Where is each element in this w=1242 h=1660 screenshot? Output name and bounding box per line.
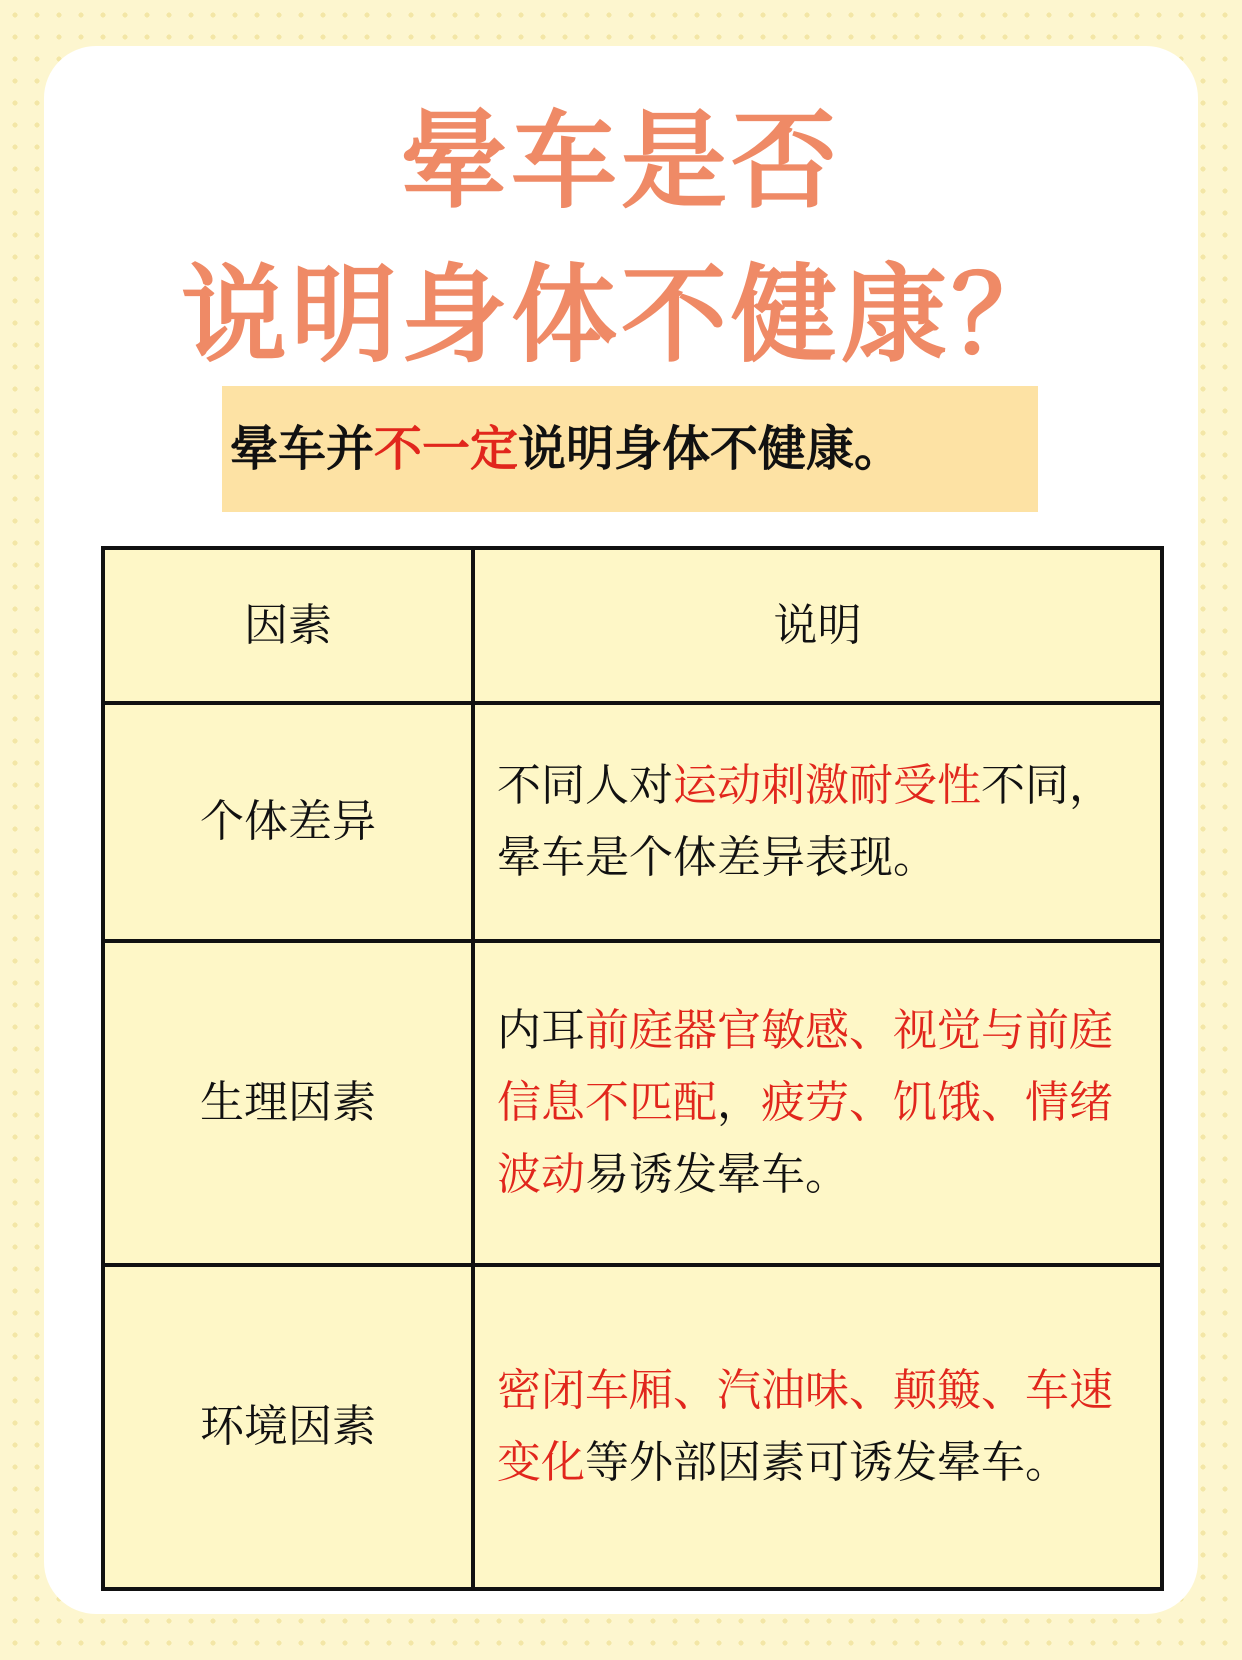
factor-cell: 生理因素 bbox=[103, 941, 473, 1265]
summary-banner bbox=[222, 386, 1038, 512]
desc-segment: 易诱发晕车。 bbox=[585, 1149, 849, 1200]
factors-table bbox=[101, 546, 1164, 1591]
desc-highlight: 疲劳、饥饿、情绪波动 bbox=[497, 1077, 1113, 1200]
desc-highlight: 前庭器官敏感、视觉与前庭信息不匹配 bbox=[497, 1005, 1113, 1128]
table-row bbox=[103, 941, 1162, 1265]
description-cell bbox=[473, 703, 1162, 941]
table-row bbox=[103, 1265, 1162, 1589]
desc-segment: 等外部因素可诱发晕车。 bbox=[585, 1437, 1069, 1488]
page-title-line-2: 说明身体不健康？ bbox=[181, 254, 1061, 377]
factor-cell: 个体差异 bbox=[103, 703, 473, 941]
desc-highlight: 运动刺激耐受性 bbox=[673, 760, 981, 811]
table-row bbox=[103, 703, 1162, 941]
desc-segment: 不同人对 bbox=[497, 760, 673, 811]
summary-text-start: 晕车并 bbox=[230, 421, 375, 477]
summary-text-end: 说明身体不健康。 bbox=[518, 421, 903, 477]
desc-highlight: 密闭车厢、汽油味、颠簸、车速变化 bbox=[497, 1365, 1113, 1488]
desc-segment: 内耳 bbox=[497, 1005, 585, 1056]
desc-segment: ， bbox=[717, 1077, 761, 1128]
desc-segment: 不同，晕车是个体差异表现。 bbox=[497, 760, 1113, 883]
description-cell bbox=[473, 941, 1162, 1265]
page-title-line-1: 晕车是否 bbox=[401, 100, 841, 223]
description-cell bbox=[473, 1265, 1162, 1589]
header-factor: 因素 bbox=[103, 548, 473, 703]
summary-highlight: 不一定 bbox=[374, 421, 519, 477]
header-description: 说明 bbox=[473, 548, 1162, 703]
factor-cell: 环境因素 bbox=[103, 1265, 473, 1589]
table-header-row bbox=[103, 548, 1162, 703]
